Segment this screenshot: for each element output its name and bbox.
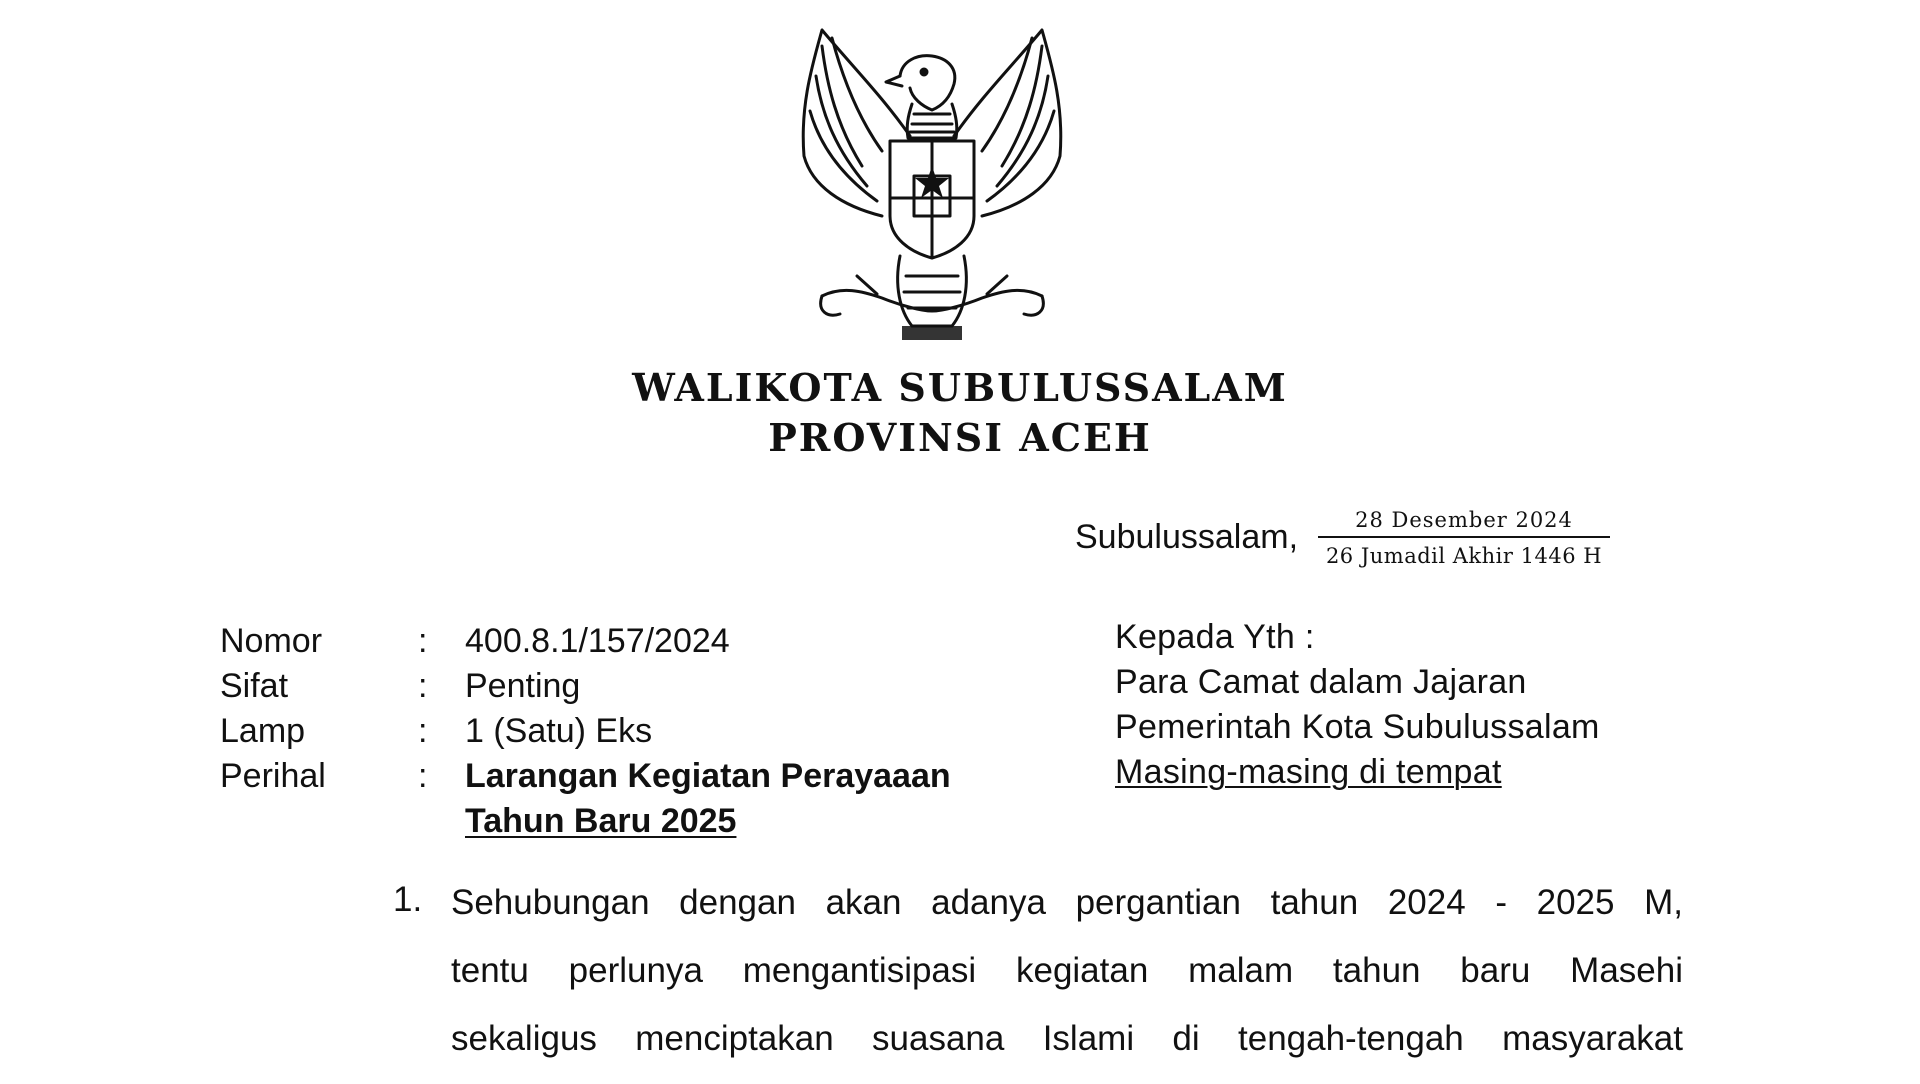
lamp-value: 1 (Satu) Eks <box>465 712 653 750</box>
garuda-pancasila-emblem <box>782 26 1082 356</box>
body-line: Sehubungan dengan akan adanya pergantian tahun 2024 - 2025 M, <box>451 883 1683 922</box>
perihal-line-2: Tahun Baru 2025 <box>465 802 737 840</box>
sifat-label: Sifat <box>220 667 289 705</box>
recipient-location: Masing-masing di tempat <box>1115 753 1502 791</box>
nomor-label: Nomor <box>220 622 323 660</box>
colon: : <box>418 667 428 705</box>
letterhead-province: PROVINSI ACEH <box>768 415 1152 460</box>
list-item-number: 1. <box>393 880 423 919</box>
recipient-line: Pemerintah Kota Subulussalam <box>1115 708 1600 746</box>
recipient-salutation: Kepada Yth : <box>1115 618 1315 656</box>
colon: : <box>418 757 428 795</box>
perihal-value <box>465 754 951 844</box>
letterhead-title: WALIKOTA SUBULUSSALAM <box>632 365 1288 410</box>
perihal-label: Perihal <box>220 757 326 795</box>
list-item <box>451 880 1683 1084</box>
recipient-line: Para Camat dalam Jajaran <box>1115 663 1527 701</box>
lamp-label: Lamp <box>220 712 306 750</box>
recipient-block <box>1115 615 1600 795</box>
colon: : <box>418 622 428 660</box>
date-place: Subulussalam, <box>1075 518 1299 556</box>
body-line: tentu perlunya mengantisipasi kegiatan malam tahun baru Masehi <box>451 951 1683 990</box>
sifat-value: Penting <box>465 667 581 705</box>
hijri-date: 26 Jumadil Akhir 1446 H <box>1325 544 1603 568</box>
date-block <box>1318 508 1610 568</box>
body-line: sekaligus menciptakan suasana Islami di tengah-tengah masyarakat <box>451 1019 1683 1058</box>
perihal-line-1: Larangan Kegiatan Perayaaan <box>465 757 951 795</box>
gregorian-date: 28 Desember 2024 <box>1318 508 1610 538</box>
nomor-value: 400.8.1/157/2024 <box>465 622 730 660</box>
colon: : <box>418 712 428 750</box>
